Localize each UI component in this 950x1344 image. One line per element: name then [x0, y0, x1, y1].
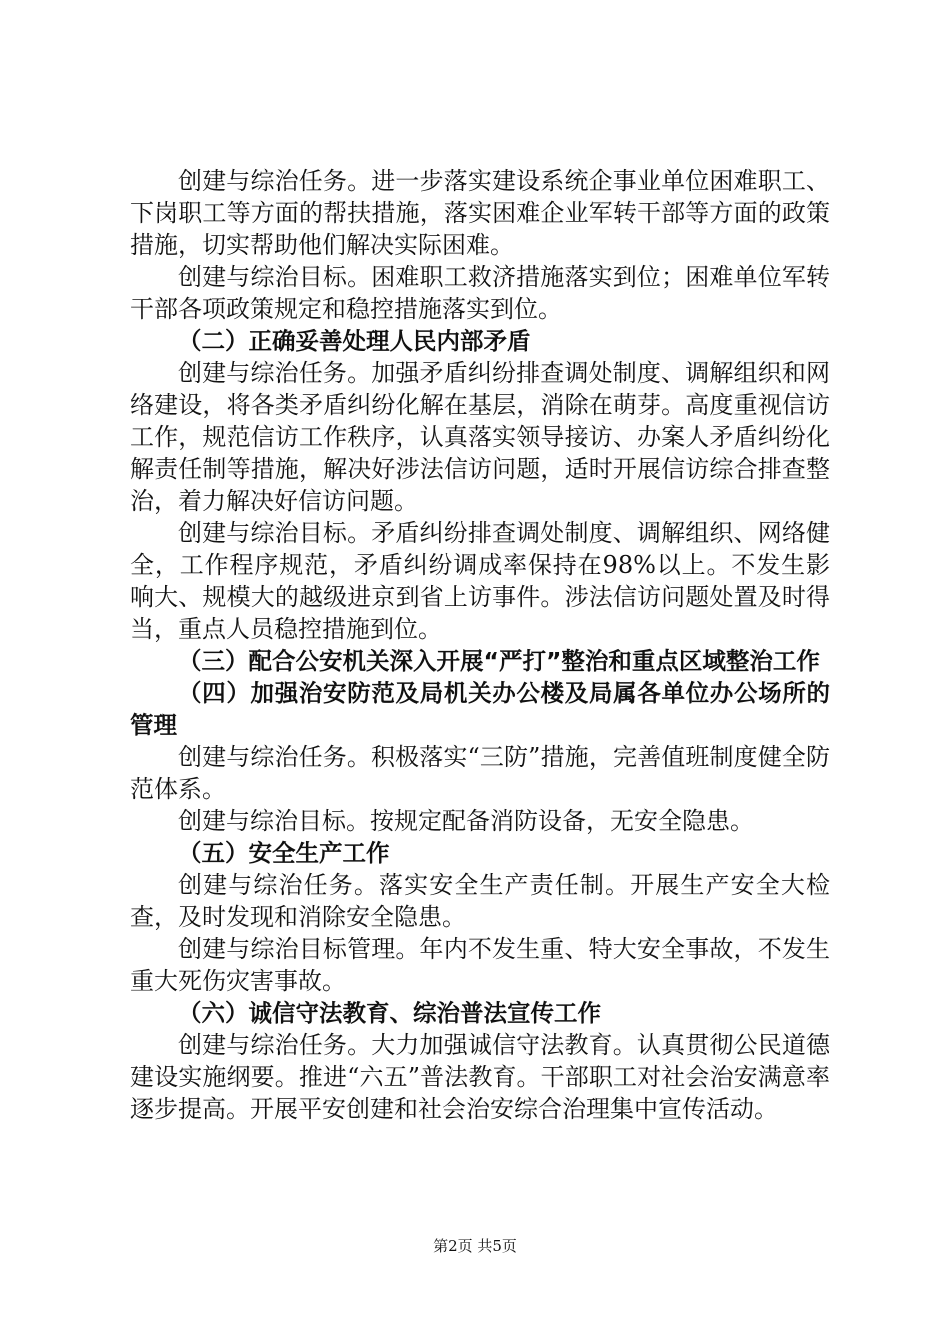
paragraph: 创建与综治任务。积极落实“三防”措施，完善值班制度健全防范体系。 — [130, 743, 830, 803]
paragraph: 创建与综治任务。进一步落实建设系统企事业单位困难职工、下岗职工等方面的帮扶措施，落实困难企业军转干部等方面的政策措施，切实帮助他们解决实际困难。 — [130, 167, 830, 259]
document-body — [130, 165, 830, 1125]
paragraph: 创建与综治目标。困难职工救济措施落实到位；困难单位军转干部各项政策规定和稳控措施落实到位。 — [130, 263, 830, 323]
paragraph: 创建与综治任务。落实安全生产责任制。开展生产安全大检查，及时发现和消除安全隐患。 — [130, 871, 830, 931]
section-heading: （五）安全生产工作 — [178, 839, 390, 867]
section-heading: （二）正确妥善处理人民内部矛盾 — [178, 327, 531, 355]
section-heading: （六）诚信守法教育、综治普法宣传工作 — [178, 999, 601, 1027]
paragraph: 创建与综治任务。大力加强诚信守法教育。认真贯彻公民道德建设实施纲要。推进“六五”普法教育。干部职工对社会治安满意率逐步提高。开展平安创建和社会治安综合治理集中宣传活动。 — [130, 1031, 830, 1123]
section-heading: （三）配合公安机关深入开展“严打”整治和重点区域整治工作 — [178, 647, 820, 675]
paragraph: 创建与综治任务。加强矛盾纠纷排查调处制度、调解组织和网络建设，将各类矛盾纠纷化解在基层，消除在萌芽。高度重视信访工作，规范信访工作秩序，认真落实领导接访、办案人矛盾纠纷化解责任制等措施，解决好涉法信访问题，适时开展信访综合排查整治，着力解决好信访问题。 — [130, 359, 830, 515]
paragraph: 创建与综治目标。矛盾纠纷排查调处制度、调解组织、网络健全，工作程序规范，矛盾纠纷调成率保持在98%以上。不发生影响大、规模大的越级进京到省上访事件。涉法信访问题处置及时得当，重点人员稳控措施到位。 — [130, 519, 830, 643]
section-heading: （四）加强治安防范及局机关办公楼及局属各单位办公场所的管理 — [130, 679, 830, 739]
page-number-footer: 第2页 共5页 — [433, 1237, 517, 1255]
paragraph: 创建与综治目标管理。年内不发生重、特大安全事故，不发生重大死伤灾害事故。 — [130, 935, 830, 995]
paragraph: 创建与综治目标。按规定配备消防设备，无安全隐患。 — [178, 807, 754, 835]
